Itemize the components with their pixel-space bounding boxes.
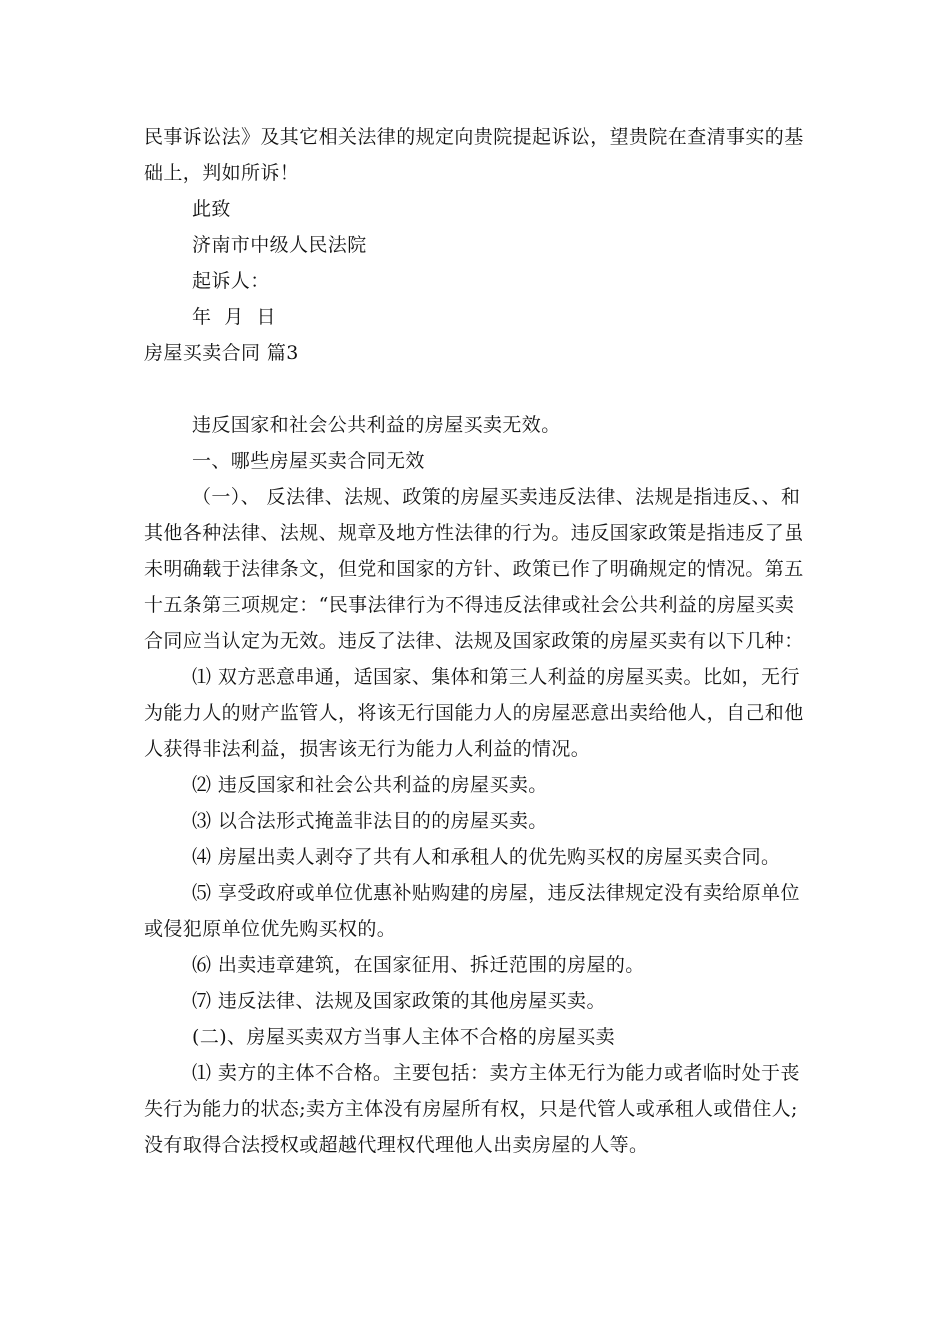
para-a-line: 其他各种法律、法规、规章及地方性法律的行为。违反国家政策是指违反了虽 — [144, 522, 804, 544]
item-1-line: 为能力人的财产监管人，将该无行国能力人的房屋恶意出卖给他人，自己和他 — [144, 702, 804, 724]
letter-line-2: 础上，判如所诉！ — [144, 162, 300, 184]
item-5-line: ⑸ 享受政府或单位优惠补贴购建的房屋，违反法律规定没有卖给原单位 — [192, 882, 800, 904]
item-3: ⑶ 以合法形式掩盖非法目的的房屋买卖。 — [192, 810, 548, 832]
para-a-line: 合同应当认定为无效。违反了法律、法规及国家政策的房屋买卖有以下几种： — [144, 630, 804, 652]
para-a-line: 十五条第三项规定：“民事法律行为不得违反法律或社会公共利益的房屋买卖 — [144, 594, 795, 616]
letter-line-1: 民事诉讼法》及其它相关法律的规定向贵院提起诉讼，望贵院在查清事实的基 — [144, 126, 804, 148]
salutation: 此致 — [192, 198, 231, 220]
item-4: ⑷ 房屋出卖人剥夺了共有人和承租人的优先购买权的房屋买卖合同。 — [192, 846, 781, 868]
date-line: 年 月 日 — [192, 306, 276, 328]
item-7: ⑺ 违反法律、法规及国家政策的其他房屋买卖。 — [192, 990, 606, 1012]
heading-1: 一、哪些房屋买卖合同无效 — [192, 450, 425, 472]
item-1-line: ⑴ 双方恶意串通，适国家、集体和第三人利益的房屋买卖。比如，无行 — [192, 666, 800, 688]
court-name: 济南市中级人民法院 — [192, 234, 367, 256]
item-5-line: 或侵犯原单位优先购买权的。 — [144, 918, 397, 940]
sub-1-line: 失行为能力的状态;卖方主体没有房屋所有权，只是代管人或承租人或借住人; — [144, 1098, 798, 1120]
item-6: ⑹ 出卖违章建筑，在国家征用、拆迁范围的房屋的。 — [192, 954, 645, 976]
plaintiff-label: 起诉人： — [192, 270, 270, 292]
intro-paragraph: 违反国家和社会公共利益的房屋买卖无效。 — [192, 414, 561, 436]
heading-2: (二)、房屋买卖双方当事人主体不合格的房屋买卖 — [192, 1026, 616, 1048]
sub-1-line: ⑴ 卖方的主体不合格。主要包括：卖方主体无行为能力或者临时处于丧 — [192, 1062, 800, 1084]
para-a-line: 未明确载于法律条文，但党和国家的方针、政策已作了明确规定的情况。第五 — [144, 558, 804, 580]
sub-1-line: 没有取得合法授权或超越代理权代理他人出卖房屋的人等。 — [144, 1134, 649, 1156]
section-title: 房屋买卖合同 篇3 — [144, 342, 299, 364]
item-1-line: 人获得非法利益，损害该无行为能力人利益的情况。 — [144, 738, 591, 760]
para-a-line: （一）、 反法律、法规、政策的房屋买卖违反法律、法规是指违反、、和 — [192, 486, 801, 508]
document-page — [144, 119, 808, 1163]
blank-line — [144, 371, 808, 407]
item-2: ⑵ 违反国家和社会公共利益的房屋买卖。 — [192, 774, 548, 796]
